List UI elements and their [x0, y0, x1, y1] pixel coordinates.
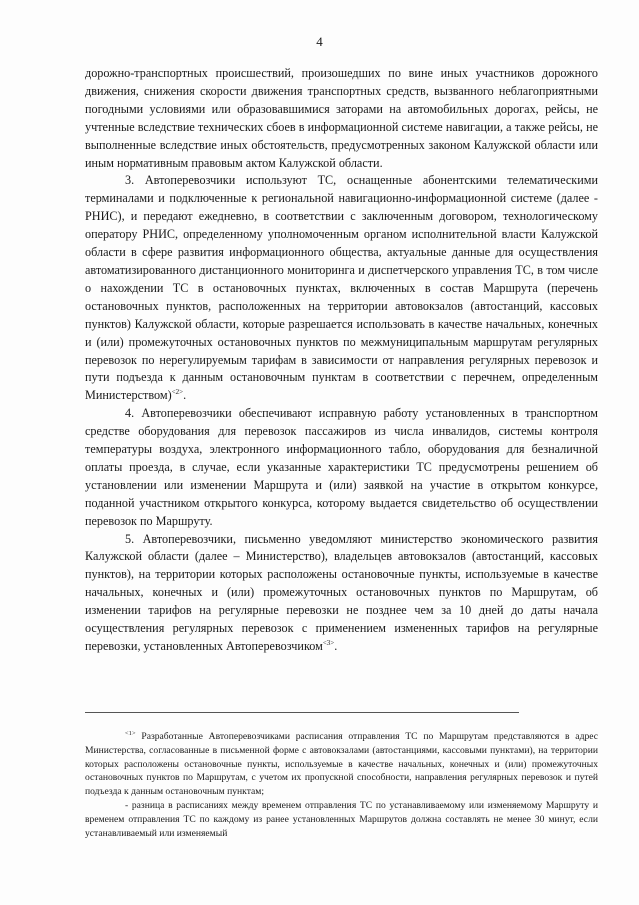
footnotes-section	[85, 730, 598, 840]
paragraph-text: 4. Автоперевозчики обеспечивают исправную работу установленных в транспортном средстве оборудования для перевозок пассажиров из числа инвалидов, системы контроля температуры воздуха, электронного информационного табло, оборудования для безналичной оплаты проезда, в случае, если указанные характеристики ТС предусмотрены решением об установлении или изменении Маршрута и (или) заявкой на участие в открытом конкурсе, поданной участником открытого конкурса, которому выдается свидетельство об осуществлении перевозок по Маршруту.	[85, 406, 598, 528]
footnote-ref[interactable]: <2>	[171, 388, 184, 397]
footnote-text: Разработанные Автоперевозчиками расписания отправления ТС по Маршрутам представляются в адрес Министерства, согласованные в письменной форме с автовокзалами (автостанциями, кассовыми пунктами), на территории которых расположены остановочные пункты, используемые в качестве начальных, конечных и (или) промежуточных остановочных пунктов по Маршрутам, с учетом их пропускной способности, направления регулярных перевозок и путей подъезда к данным остановочным пунктам;	[85, 731, 598, 798]
footnote-divider	[85, 712, 519, 713]
paragraph-item-3: 3. Автоперевозчики используют ТС, оснащенные абонентскими телематическими терминалами и подключенные к региональной навигационно-информационной системе (далее - РНИС), и передают ежедневно, в соответствии с заключенным договором, технологическому оператору РНИС, определенному уполномоченным органом исполнительной власти Калужской области в сфере развития информационного общества, актуальные данные для осуществления автоматизированного дистанционного мониторинга и диспетчерского управления ТС, в том числе о нахождении ТС в остановочных пунктах, включенных в состав Маршрута (перечень остановочных пунктов, расположенных на территории автовокзалов (автостанций, кассовых пунктов) Калужской области, которые разрешается использовать в качестве начальных, конечных и (или) промежуточных остановочных пунктов по межмуниципальным маршрутам регулярных перевозок по нерегулируемым тарифам в зависимости от направления регулярных перевозок и пути подъезда к данным остановочным пунктам в соответствии с перечнем, определенным Министерством)$^{<2>}$.	[85, 173, 598, 403]
footnote-1-item	[85, 799, 598, 840]
paragraph-item-4	[85, 405, 598, 530]
paragraph-text: 5. Автоперевозчики, письменно уведомляют министерство экономического развития Калужской области (далее – Министерство), владельцев автовокзалов (автостанций, кассовых пунктов), на территории которых расположены остановочные пункты, используемые в качестве начальных, конечных и (или) промежуточных остановочных пунктов по Маршрутам, об изменении тарифов на регулярные перевозки не позднее чем за 10 дней до даты начала осуществления регулярных перевозок с применением измененных тарифов на регулярные перевозки, установленных Автоперевозчиком	[85, 531, 598, 653]
footnote-mark: <1>	[125, 730, 136, 737]
paragraph-item-5: 5. Автоперевозчики, письменно уведомляют министерство экономического развития Калужской области (далее – Министерство), владельцев автовокзалов (автостанций, кассовых пунктов), на территории которых расположены остановочные пункты, используемые в качестве начальных, конечных и (или) промежуточных остановочных пунктов по Маршрутам, об изменении тарифов на регулярные перевозки не позднее чем за 10 дней до даты начала осуществления регулярных перевозок с применением измененных тарифов на регулярные перевозки, установленных Автоперевозчиком$^{<3>}$.	[85, 531, 598, 653]
footnote-text: - разница в расписаниях между временем отправления ТС по устанавливаемому или изменяемому Маршруту и временем отправления ТС по каждому из ранее установленных Маршрутов должна составлять не менее 30 минут, если устанавливаемый или изменяемый	[85, 799, 598, 839]
paragraph-text: дорожно-транспортных происшествий, произошедших по вине иных участников дорожного движения, снижения скорости движения транспортных средств, вызванного неблагоприятными погодными условиями или образовавшимися заторами на автомобильных дорогах, рейсы, не учтенные вследствие технических сбоев в информационной системе навигации, а также рейсы, не выполненные вследствие иных обстоятельств, предусмотренных законом Калужской области или иным нормативным правовым актом Калужской области.	[85, 66, 598, 170]
footnote-1	[85, 730, 598, 799]
paragraph-text: 3. Автоперевозчики используют ТС, оснащенные абонентскими телематическими терминалами и подключенные к региональной навигационно-информационной системе (далее - РНИС), и передают ежедневно, в соответствии с заключенным договором, технологическому оператору РНИС, определенному уполномоченным органом исполнительной власти Калужской области в сфере развития информационного общества, актуальные данные для осуществления автоматизированного дистанционного мониторинга и диспетчерского управления ТС, в том числе о нахождении ТС в остановочных пунктах, включенных в состав Маршрута (перечень остановочных пунктов, расположенных на территории автовокзалов (автостанций, кассовых пунктов) Калужской области, которые разрешается использовать в качестве начальных, конечных и (или) промежуточных остановочных пунктов по межмуниципальным маршрутам регулярных перевозок по нерегулируемым тарифам в зависимости от направления регулярных перевозок и пути подъезда к данным остановочным пунктам в соответствии с перечнем, определенным Министерством)	[85, 173, 598, 403]
page-number: 4	[316, 34, 323, 49]
footnote-ref[interactable]: <3>	[322, 639, 335, 647]
document-body	[85, 65, 598, 656]
paragraph-continuation	[85, 65, 598, 172]
